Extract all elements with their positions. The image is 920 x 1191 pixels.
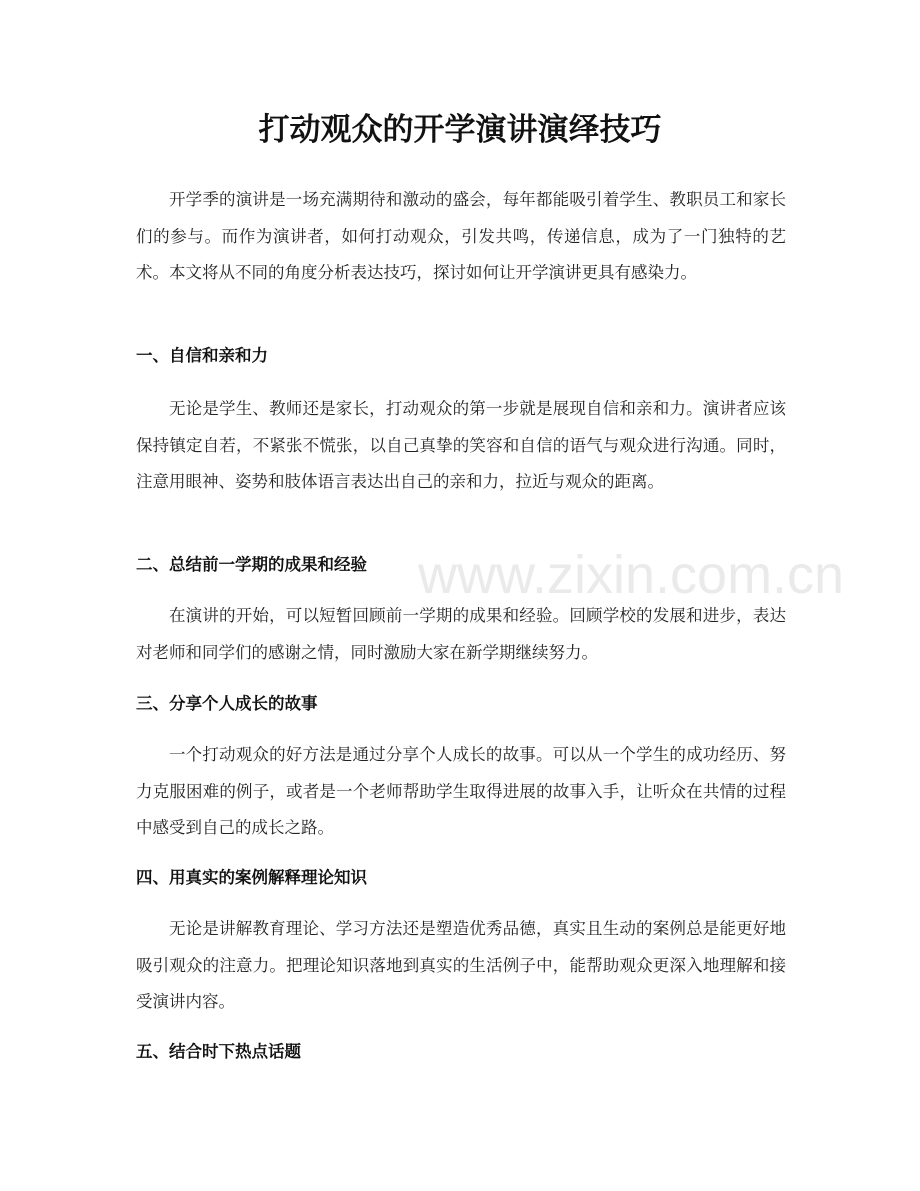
section-heading-3: 三、分享个人成长的故事 <box>136 694 318 713</box>
watermark: www.zixin.com.cn <box>418 545 845 605</box>
section-body-3: 一个打动观众的好方法是通过分享个人成长的故事。可以从一个学生的成功经历、努力克服困难的例子，或者是一个老师帮助学生取得进展的故事入手，让听众在共情的过程中感受到自己的成长之路。 <box>136 745 786 837</box>
section-heading-2: 二、总结前一学期的成果和经验 <box>136 555 367 574</box>
section-body-1: 无论是学生、教师还是家长，打动观众的第一步就是展现自信和亲和力。演讲者应该保持镇定自若，不紧张不慌张，以自己真挚的笑容和自信的语气与观众进行沟通。同时，注意用眼神、姿势和肢体语言表达出自己的亲和力，拉近与观众的距离。 <box>136 399 786 491</box>
section-body-2: 在演讲的开始，可以短暂回顾前一学期的成果和经验。回顾学校的发展和进步，表达对老师和同学们的感谢之情，同时激励大家在新学期继续努力。 <box>136 606 786 662</box>
section-heading-1: 一、自信和亲和力 <box>136 346 268 365</box>
section-heading-4: 四、用真实的案例解释理论知识 <box>136 868 367 887</box>
document-title: 打动观众的开学演讲演绎技巧 <box>258 112 662 148</box>
intro-paragraph: 开学季的演讲是一场充满期待和激动的盛会，每年都能吸引着学生、教职员工和家长们的参与。而作为演讲者，如何打动观众，引发共鸣，传递信息，成为了一门独特的艺术。本文将从不同的角度分析表达技巧，探讨如何让开学演讲更具有感染力。 <box>136 190 786 282</box>
section-body-4: 无论是讲解教育理论、学习方法还是塑造优秀品德，真实且生动的案例总是能更好地吸引观众的注意力。把理论知识落地到真实的生活例子中，能帮助观众更深入地理解和接受演讲内容。 <box>136 919 786 1011</box>
section-heading-5: 五、结合时下热点话题 <box>136 1042 301 1061</box>
